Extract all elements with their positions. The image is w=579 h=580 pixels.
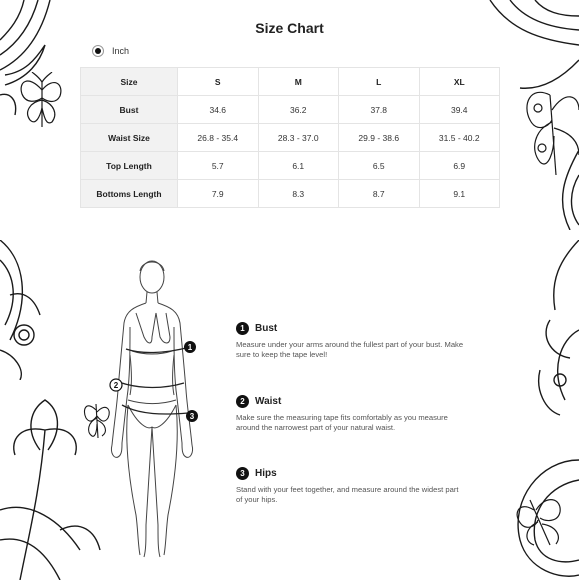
table-cell: 7.9 <box>178 180 259 208</box>
table-cell: 6.9 <box>419 152 500 180</box>
guide-title: Bust <box>255 323 278 334</box>
figure-marker-2 <box>110 379 122 391</box>
table-cell: 5.7 <box>178 152 259 180</box>
guide-title: Waist <box>255 396 282 407</box>
butterfly-icon-top-left <box>18 72 66 134</box>
table-cell: 9.1 <box>419 180 500 208</box>
unit-option-inch[interactable] <box>92 45 129 57</box>
guide-heading <box>236 395 466 408</box>
table-row <box>81 124 500 152</box>
butterfly-icon-top-right <box>520 80 579 180</box>
step-number-badge: 2 <box>236 395 249 408</box>
table-cell: 6.1 <box>258 152 339 180</box>
figure-marker-label: 3 <box>189 412 195 421</box>
table-header-cell: XL <box>419 68 500 96</box>
unit-option-label: Inch <box>112 46 130 56</box>
body-figure-illustration <box>100 255 210 565</box>
guide-description: Make sure the measuring tape fits comfortably as you measure around the narrowest part of your natural waist. <box>236 413 448 432</box>
table-header-row <box>81 68 500 96</box>
figure-marker-label: 2 <box>113 381 119 390</box>
table-cell: 37.8 <box>339 96 420 124</box>
step-number-badge: 3 <box>236 467 249 480</box>
table-row <box>81 180 500 208</box>
table-cell: 31.5 - 40.2 <box>419 124 500 152</box>
table-cell: 8.7 <box>339 180 420 208</box>
table-cell: 39.4 <box>419 96 500 124</box>
table-cell: 6.5 <box>339 152 420 180</box>
row-label: Top Length <box>81 152 178 180</box>
table-cell: 29.9 - 38.6 <box>339 124 420 152</box>
table-header-cell: L <box>339 68 420 96</box>
table-cell: 8.3 <box>258 180 339 208</box>
figure-marker-1 <box>184 341 196 353</box>
floral-decoration-bottom-left <box>0 390 110 580</box>
figure-marker-label: 1 <box>187 343 193 352</box>
row-label: Bust <box>81 96 178 124</box>
guide-section-bust <box>236 322 466 360</box>
guide-heading <box>236 322 466 335</box>
step-number-badge: 1 <box>236 322 249 335</box>
table-cell: 34.6 <box>178 96 259 124</box>
guide-title: Hips <box>255 468 277 479</box>
table-row <box>81 152 500 180</box>
guide-description: Stand with your feet together, and measure around the widest part of your hips. <box>236 485 459 504</box>
table-cell: 36.2 <box>258 96 339 124</box>
size-chart-table <box>80 67 500 208</box>
guide-description: Measure under your arms around the fullest part of your bust. Make sure to keep the tape level! <box>236 340 464 359</box>
table-cell: 26.8 - 35.4 <box>178 124 259 152</box>
table-header-cell: M <box>258 68 339 96</box>
table-row <box>81 96 500 124</box>
row-label: Waist Size <box>81 124 178 152</box>
guide-heading <box>236 467 466 480</box>
floral-decoration-bottom-right <box>480 240 579 580</box>
guide-section-hips <box>236 467 466 505</box>
radio-selected-dot <box>95 48 101 54</box>
guide-section-waist <box>236 395 466 433</box>
unit-radio-button[interactable] <box>92 45 104 57</box>
table-cell: 28.3 - 37.0 <box>258 124 339 152</box>
table-header-cell: S <box>178 68 259 96</box>
floral-decoration-middle-left <box>0 240 50 380</box>
butterfly-icon-bottom-right <box>510 490 570 550</box>
figure-marker-3 <box>186 410 198 422</box>
page-title: Size Chart <box>255 20 324 36</box>
table-header-cell: Size <box>81 68 178 96</box>
row-label: Bottoms Length <box>81 180 178 208</box>
